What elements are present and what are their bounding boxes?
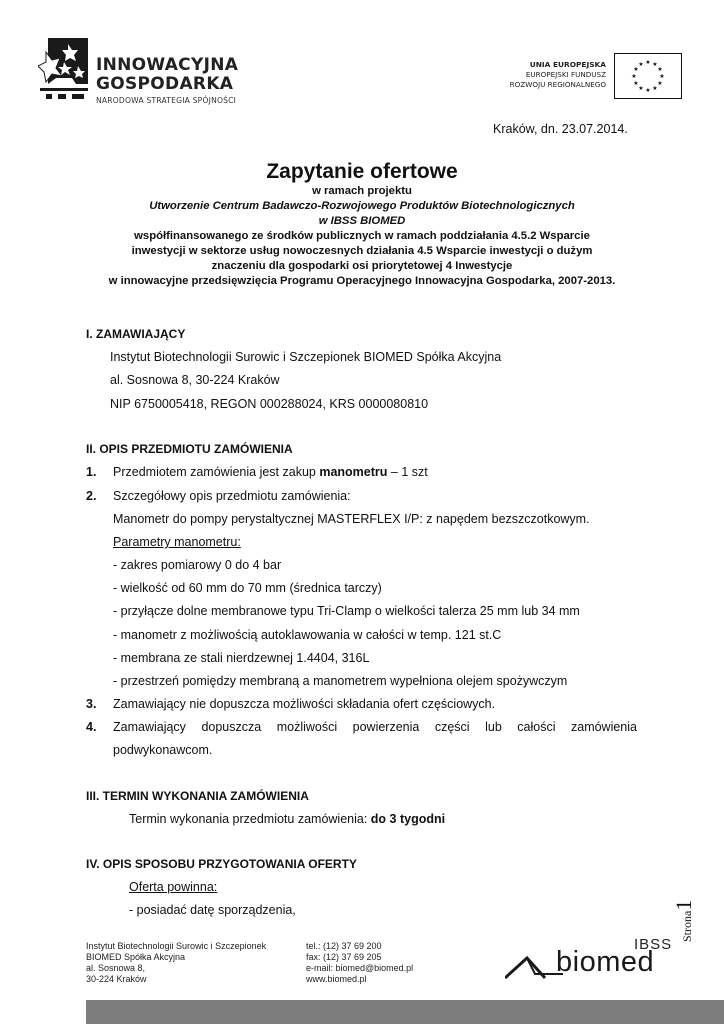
logo-ibss: IBSS <box>634 936 673 953</box>
page-number-label <box>671 872 695 942</box>
footer-left2: BIOMED Spółka Akcyjna <box>86 952 186 962</box>
eu-stars-icon <box>615 54 681 98</box>
param-item: - zakres pomiarowy 0 do 4 bar <box>113 558 282 572</box>
item4-number: 4. <box>86 720 97 734</box>
section1-heading: I. ZAMAWIAJĄCY <box>86 327 186 341</box>
svg-text:★: ★ <box>645 59 651 66</box>
param-item: - membrana ze stali nierdzewnej 1.4404, 316L <box>113 651 370 665</box>
svg-text:★: ★ <box>638 61 644 68</box>
svg-text:★: ★ <box>652 85 658 92</box>
section2-heading: II. OPIS PRZEDMIOTU ZAMÓWIENIA <box>86 442 293 456</box>
svg-text:★: ★ <box>659 73 665 80</box>
subtitle-line4: współfinansowanego ze środków publicznych w ramach poddziałania 4.5.2 Wsparcie <box>134 230 590 242</box>
svg-text:★: ★ <box>631 73 637 80</box>
item3-number: 3. <box>86 697 97 711</box>
section4-heading: IV. OPIS SPOSOBU PRZYGOTOWANIA OFERTY <box>86 857 357 871</box>
svg-text:★: ★ <box>645 87 651 94</box>
eu-flag <box>614 53 682 99</box>
footer-left3: al. Sosnowa 8, <box>86 963 146 973</box>
param-item: - wielkość od 60 mm do 70 mm (średnica tarczy) <box>113 581 382 595</box>
subtitle-line1: w ramach projektu <box>312 185 412 197</box>
item4-line2: podwykonawcom. <box>113 743 213 757</box>
svg-text:★: ★ <box>638 85 644 92</box>
item1-number: 1. <box>86 465 97 479</box>
svg-text:★: ★ <box>657 80 663 87</box>
svg-text:★: ★ <box>633 66 639 73</box>
footer-left4: 30-224 Kraków <box>86 974 147 984</box>
item3-text: Zamawiający nie dopuszcza możliwości składania ofert częściowych. <box>113 697 496 711</box>
footer-email: e-mail: biomed@biomed.pl <box>306 963 414 973</box>
biomed-logo-icon <box>505 952 563 980</box>
section3-text-bold: do 3 tygodni <box>370 812 446 826</box>
item2-number: 2. <box>86 489 97 503</box>
params-label <box>113 535 241 549</box>
param-item: - przyłącze dolne membranowe typu Tri-Clamp o wielkości talerza 25 mm lub 34 mm <box>113 604 580 618</box>
subtitle-line5: inwestycji w sektorze usług nowoczesnych działania 4.5 Wsparcie inwestycji o dużym <box>131 245 593 257</box>
section3-text-pre: Termin wykonania przedmiotu zamówienia: <box>129 812 371 826</box>
logo-subtitle: NARODOWA STRATEGIA SPÓJNOŚCI <box>96 96 237 105</box>
eu-line2: EUROPEJSKI FUNDUSZ <box>525 70 606 79</box>
item1-bold: manometru <box>319 465 388 479</box>
subtitle-line2: Utworzenie Centrum Badawczo-Rozwojowego Produktów Biotechnologicznych <box>149 200 575 212</box>
section1-line3: NIP 6750005418, REGON 000288024, KRS 0000080810 <box>110 397 429 411</box>
subtitle-line7: w innowacyjne przedsięwzięcia Programu Operacyjnego Innowacyjna Gospodarka, 2007-2013. <box>108 275 616 287</box>
item4-line1: Zamawiający dopuszcza możliwości powierzenia części lub całości zamówienia <box>113 720 637 734</box>
subtitle-line6: znaczeniu dla gospodarki osi priorytetowej 4 Inwestycje <box>211 260 513 272</box>
subtitle-line3: w IBSS BIOMED <box>318 215 406 227</box>
section4-label-text: Oferta powinna: <box>129 880 218 894</box>
item2-description: Manometr do pompy perystaltycznej MASTERFLEX I/P: z napędem bezszczotkowym. <box>113 512 590 526</box>
logo-title-line2: GOSPODARKA <box>96 74 234 94</box>
svg-text:★: ★ <box>633 80 639 87</box>
section4-line1: - posiadać datę sporządzenia, <box>129 903 296 917</box>
footer-fax: fax: (12) 37 69 205 <box>306 952 382 962</box>
section1-line2: al. Sosnowa 8, 30-224 Kraków <box>110 373 280 387</box>
item2-text: Szczegółowy opis przedmiotu zamówienia: <box>113 489 351 503</box>
footer-address <box>86 941 266 985</box>
footer-left1: Instytut Biotechnologii Surowic i Szczepionek <box>86 941 267 951</box>
footer-bar <box>86 1000 724 1024</box>
param-item: - manometr z możliwością autoklawowania w całości w temp. 121 st.C <box>113 628 502 642</box>
innowacyjna-gospodarka-logo-icon <box>38 38 90 108</box>
params-label-text: Parametry manometru: <box>113 535 241 549</box>
svg-text:★: ★ <box>652 61 658 68</box>
eu-label <box>470 60 606 90</box>
page-label: Strona <box>680 910 694 942</box>
item1-pre: Przedmiotem zamówienia jest zakup <box>113 465 320 479</box>
footer-tel: tel.: (12) 37 69 200 <box>306 941 382 951</box>
footer-www: www.biomed.pl <box>306 974 367 984</box>
param-item: - przestrzeń pomiędzy membraną a manometrem wypełniona olejem spożywczym <box>113 674 568 688</box>
section1-line1: Instytut Biotechnologii Surowic i Szczepionek BIOMED Spółka Akcyjna <box>110 350 502 364</box>
document-date: Kraków, dn. 23.07.2014. <box>493 122 628 136</box>
footer-contact <box>306 941 413 985</box>
page-title: Zapytanie ofertowe <box>266 160 458 183</box>
logo-title-line1: INNOWACYJNA <box>96 55 239 75</box>
section3-heading: III. TERMIN WYKONANIA ZAMÓWIENIA <box>86 789 309 803</box>
section3-text <box>129 812 445 826</box>
item1-text <box>113 465 428 479</box>
item1-post: – 1 szt <box>387 465 428 479</box>
page-number: 1 <box>671 899 696 911</box>
eu-line1: UNIA EUROPEJSKA <box>529 60 606 69</box>
section4-label <box>129 880 217 894</box>
eu-line3: ROZWOJU REGIONALNEGO <box>509 80 606 89</box>
svg-text:★: ★ <box>657 66 663 73</box>
logo-biomed: biomed <box>556 946 655 978</box>
